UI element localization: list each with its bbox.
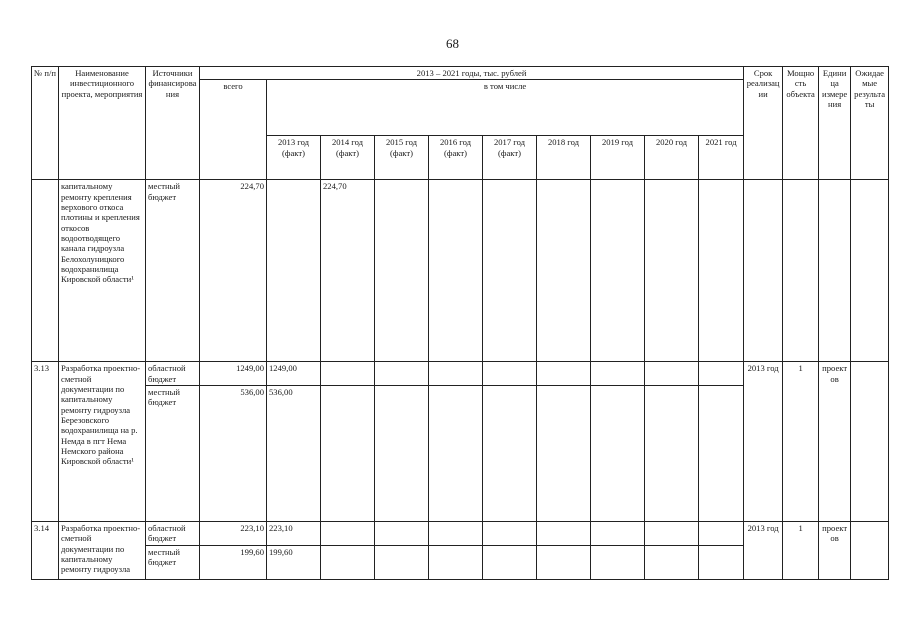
row-name: капитальному ремонту крепления верхового откоса плотины и крепления откосов водоотводящего канала гидроузла Белохолуницкого водохранилища Кировской области¹ <box>59 180 146 362</box>
table-row <box>32 180 889 362</box>
row-unit: проектов <box>819 521 851 579</box>
row-unit: проектов <box>819 362 851 522</box>
row-source: местный бюджет <box>146 180 200 362</box>
header-year-2015: 2015 год (факт) <box>375 136 429 180</box>
row-2013: 536,00 <box>267 385 321 521</box>
header-year-2014: 2014 год (факт) <box>321 136 375 180</box>
header-year-2021: 2021 год <box>699 136 744 180</box>
header-term: Срок реализации <box>744 67 783 180</box>
row-term: 2013 год <box>744 362 783 522</box>
row-name: Разработка проектно-сметной документации по капитальному ремонту гидроузла Березовского водохранилища на р. Немда в пгт Нема Немского района Кировской области¹ <box>59 362 146 522</box>
header-capacity: Мощность объекта <box>783 67 819 180</box>
header-year-2019: 2019 год <box>591 136 645 180</box>
header-year-2013: 2013 год (факт) <box>267 136 321 180</box>
row-2013: 199,60 <box>267 545 321 579</box>
header-results: Ожидаемые результаты <box>851 67 889 180</box>
header-period: 2013 – 2021 годы, тыс. рублей <box>200 67 744 80</box>
row-2013: 1249,00 <box>267 362 321 386</box>
header-year-2016: 2016 год (факт) <box>429 136 483 180</box>
header-num: № п/п <box>32 67 59 180</box>
page-number: 68 <box>446 36 459 51</box>
row-name: Разработка проектно-сметной документации по капитальному ремонту гидроузла <box>59 521 146 579</box>
header-name: Наименование инвестиционного проекта, мероприятия <box>59 67 146 180</box>
header-including: в том числе <box>267 80 744 136</box>
row-capacity: 1 <box>783 362 819 522</box>
row-source: местный бюджет <box>146 545 200 579</box>
row-term: 2013 год <box>744 521 783 579</box>
row-total: 536,00 <box>200 385 267 521</box>
row-source: областной бюджет <box>146 521 200 545</box>
row-total: 224,70 <box>200 180 267 362</box>
row-capacity: 1 <box>783 521 819 579</box>
row-total: 1249,00 <box>200 362 267 386</box>
header-year-2017: 2017 год (факт) <box>483 136 537 180</box>
row-source: областной бюджет <box>146 362 200 386</box>
header-year-2020: 2020 год <box>645 136 699 180</box>
header-total: всего <box>200 80 267 180</box>
row-2014: 224,70 <box>321 180 375 362</box>
row-num: 3.14 <box>32 521 59 579</box>
row-num: 3.13 <box>32 362 59 522</box>
row-2013: 223,10 <box>267 521 321 545</box>
row-total: 223,10 <box>200 521 267 545</box>
header-unit: Единица измерения <box>819 67 851 180</box>
table-row <box>32 362 889 386</box>
header-source: Источники финансирования <box>146 67 200 180</box>
table-row <box>32 521 889 545</box>
row-num <box>32 180 59 362</box>
investment-table <box>31 66 889 580</box>
row-source: местный бюджет <box>146 385 200 521</box>
header-year-2018: 2018 год <box>537 136 591 180</box>
row-total: 199,60 <box>200 545 267 579</box>
